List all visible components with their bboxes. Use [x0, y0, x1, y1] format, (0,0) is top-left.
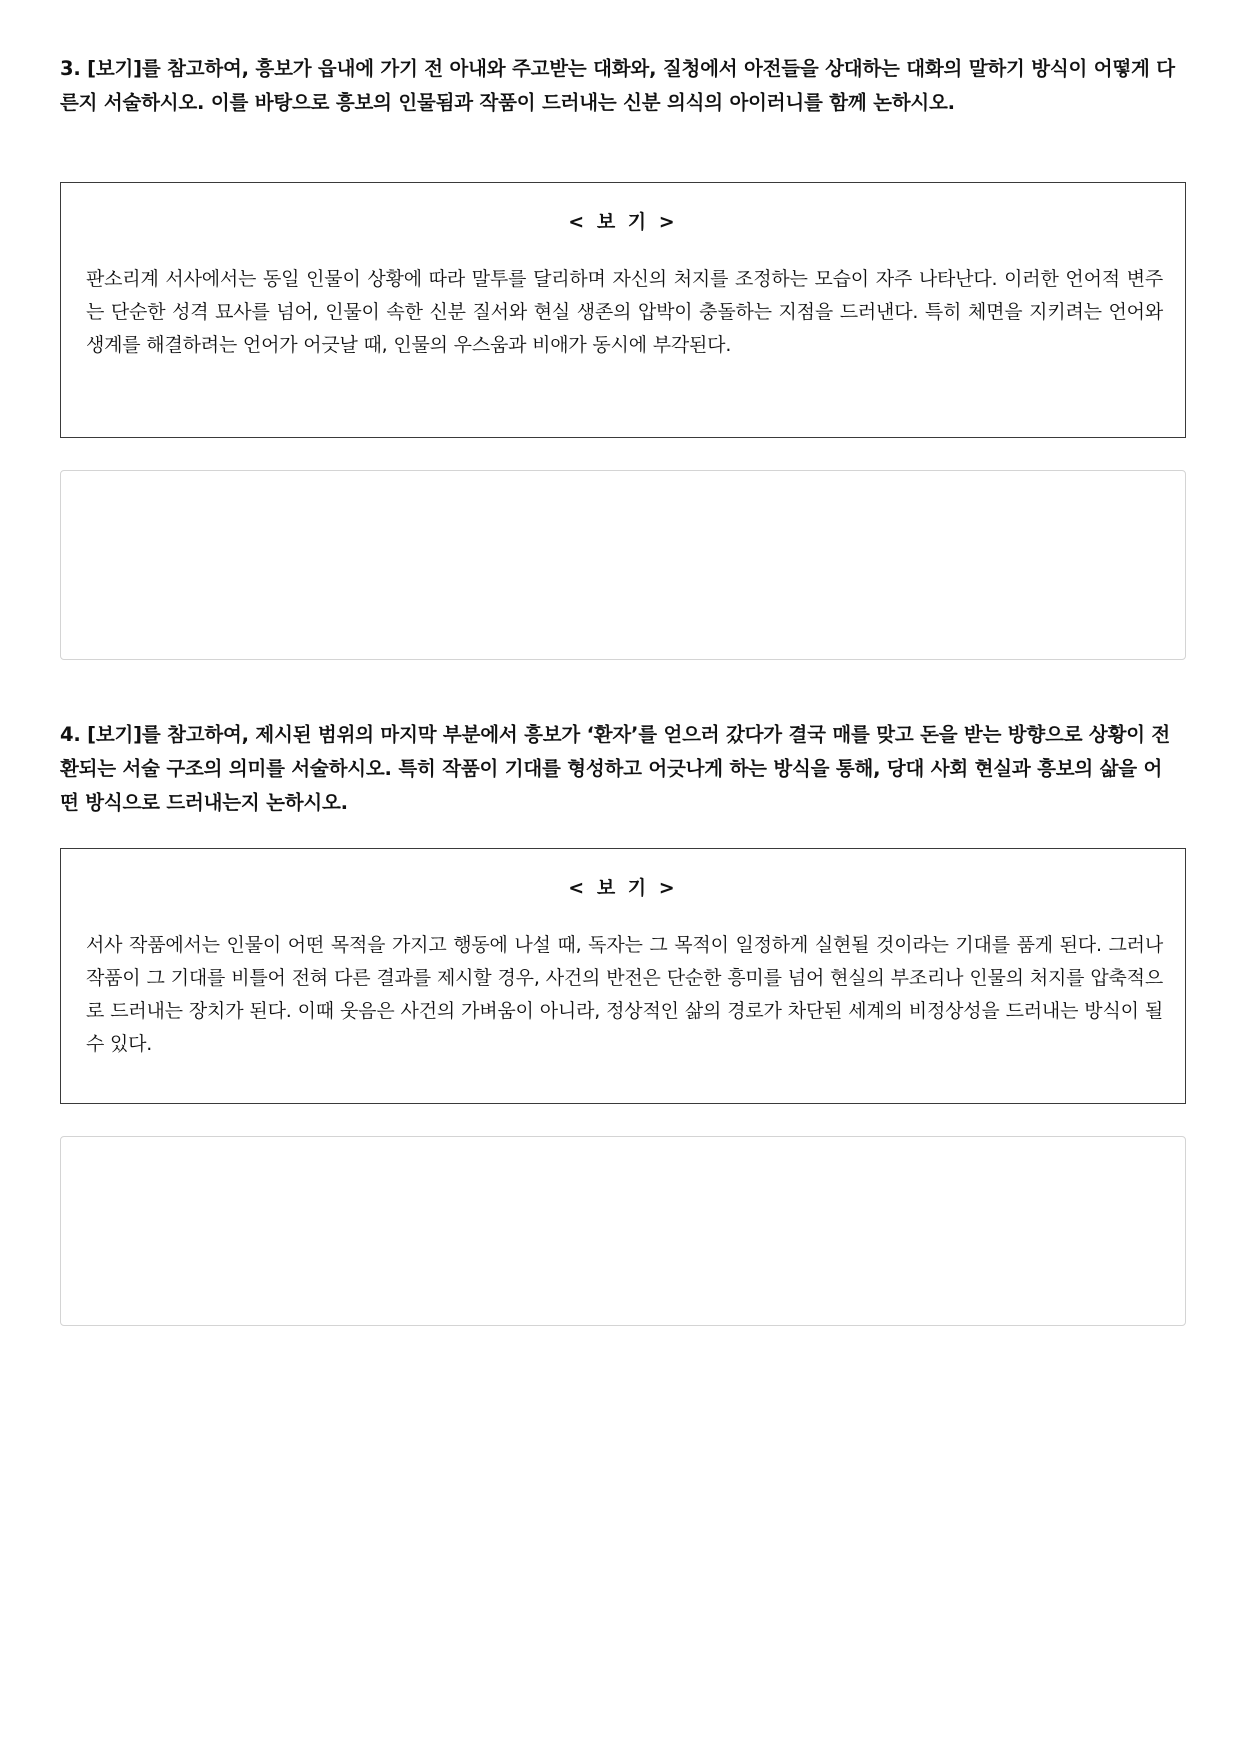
- question-3: [60, 52, 1180, 356]
- question-3-answer-box[interactable]: [60, 470, 1186, 660]
- question-3-bogi-title: < 보 기 >: [568, 211, 678, 233]
- question-4-bogi-text: 서사 작품에서는 인물이 어떤 목적을 가지고 행동에 나설 때, 독자는 그 목적이 일정하게 실현될 것이라는 기대를 품게 된다. 그러나 작품이 그 기대를 비틀어 전혀 다른 결과를 제시할 경우, 사건의 반전은 단순한 흥미를 넘어 현실의 부조리나 인물의 처지를 압축적으로 드러내는 장치가 된다. 이때 웃음은 사건의 가벼움이 아니라, 정상적인 삶의 경로가 차단된 세계의 비정상성을 드러내는 방식이 될 수 있다.: [86, 934, 1163, 1055]
- question-3-bogi-box: [60, 182, 1186, 438]
- question-4: [60, 718, 1180, 1055]
- question-3-prompt: 3. [보기]를 참고하여, 흥보가 읍내에 가기 전 아내와 주고받는 대화와, 질청에서 아전들을 상대하는 대화의 말하기 방식이 어떻게 다른지 서술하시오. 이를 바탕으로 흥보의 인물됨과 작품이 드러내는 신분 의식의 아이러니를 함께 논하시오.: [60, 57, 1175, 114]
- question-4-bogi-box: [60, 848, 1186, 1104]
- question-4-bogi-title: < 보 기 >: [568, 877, 678, 899]
- question-4-prompt: 4. [보기]를 참고하여, 제시된 범위의 마지막 부분에서 흥보가 ‘환자’를 얻으러 갔다가 결국 매를 맞고 돈을 받는 방향으로 상황이 전환되는 서술 구조의 의미를 서술하시오. 특히 작품이 기대를 형성하고 어긋나게 하는 방식을 통해, 당대 사회 현실과 흥보의 삶을 어떤 방식으로 드러내는지 논하시오.: [60, 723, 1171, 814]
- question-3-bogi-text: 판소리계 서사에서는 동일 인물이 상황에 따라 말투를 달리하며 자신의 처지를 조정하는 모습이 자주 나타난다. 이러한 언어적 변주는 단순한 성격 묘사를 넘어, 인물이 속한 신분 질서와 현실 생존의 압박이 충돌하는 지점을 드러낸다. 특히 체면을 지키려는 언어와 생계를 해결하려는 언어가 어긋날 때, 인물의 우스움과 비애가 동시에 부각된다.: [86, 268, 1163, 356]
- question-4-answer-box[interactable]: [60, 1136, 1186, 1326]
